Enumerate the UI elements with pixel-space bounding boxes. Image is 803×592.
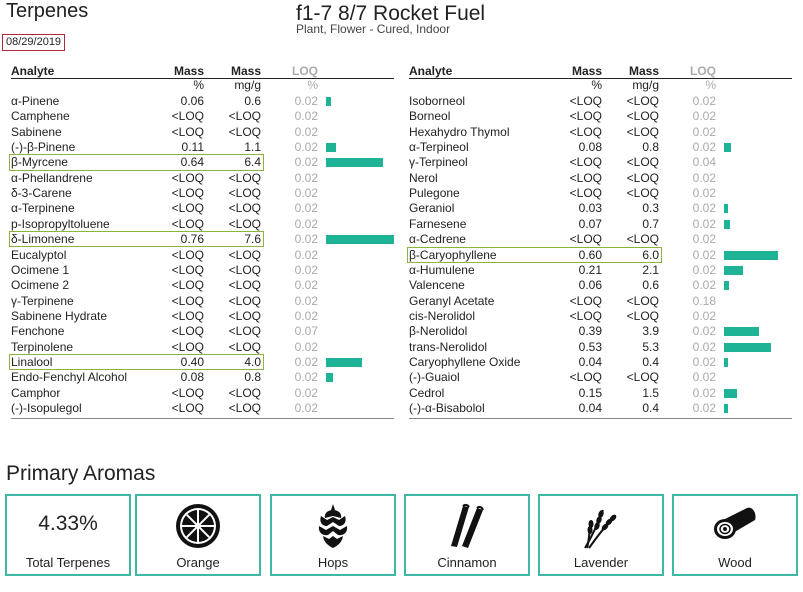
loq-value: 0.02 (692, 201, 716, 216)
loq-value: 0.02 (294, 354, 318, 369)
loq-value: 0.02 (294, 293, 318, 308)
terpene-bar (724, 266, 743, 275)
analyte-name: (-)-α-Bisabolol (409, 401, 485, 415)
loq-value: 0.02 (294, 401, 318, 415)
analyte-name: α-Phellandrene (11, 170, 93, 185)
loq-value: 0.04 (692, 155, 716, 170)
analyte-name: Ocimene 1 (11, 262, 70, 277)
mass-mgg: 6.0 (642, 247, 659, 262)
analyte-name: Cedrol (409, 385, 445, 400)
mass-mgg: <LOQ (228, 247, 261, 262)
mass-mgg: <LOQ (626, 186, 659, 201)
mass-pct: <LOQ (569, 109, 602, 124)
column-header-analyte: Analyte (409, 64, 453, 78)
analyte-name: (-)-Guaiol (409, 370, 460, 385)
unit-mgg: mg/g (632, 78, 659, 92)
mass-pct: 0.07 (578, 216, 602, 231)
mass-pct: 0.08 (180, 370, 204, 385)
mass-mgg: <LOQ (228, 186, 261, 201)
mass-mgg: <LOQ (228, 124, 261, 139)
mass-mgg: 0.4 (642, 401, 659, 415)
aroma-label-orange: Orange (176, 555, 220, 570)
hops-icon (309, 502, 357, 550)
mass-mgg: 0.3 (642, 201, 659, 216)
analyte-name: β-Myrcene (11, 155, 68, 170)
analyte-name: Terpinolene (11, 339, 74, 354)
analyte-name: Pulegone (409, 186, 460, 201)
aroma-card-orange (135, 494, 261, 576)
analyte-name: p-Isopropyltoluene (11, 216, 110, 231)
analyte-name: Camphene (11, 109, 70, 124)
mass-mgg: 1.1 (244, 140, 261, 155)
mass-mgg: 0.7 (642, 216, 659, 231)
mass-pct: 0.64 (180, 155, 204, 170)
mass-pct: 0.15 (578, 385, 602, 400)
mass-mgg: <LOQ (626, 109, 659, 124)
terpene-table-left (11, 64, 394, 424)
loq-value: 0.02 (294, 155, 318, 170)
loq-value: 0.02 (692, 140, 716, 155)
analyte-name: Eucalyptol (11, 247, 67, 262)
mass-pct: <LOQ (171, 385, 204, 400)
loq-value: 0.02 (294, 278, 318, 293)
mass-pct: <LOQ (171, 201, 204, 216)
mass-mgg: 3.9 (642, 324, 659, 339)
analyte-name: (-)-Isopulegol (11, 401, 82, 415)
loq-value: 0.02 (692, 247, 716, 262)
mass-mgg: <LOQ (228, 293, 261, 308)
aromas-title: Primary Aromas (6, 462, 156, 485)
terpene-bar (326, 158, 383, 167)
mass-pct: <LOQ (569, 186, 602, 201)
analyte-name: Ocimene 2 (11, 278, 70, 293)
analyte-name: Isoborneol (409, 94, 466, 108)
loq-value: 0.02 (692, 109, 716, 124)
analyte-name: Caryophyllene Oxide (409, 354, 521, 369)
analyte-name: δ-Limonene (11, 232, 75, 247)
loq-value: 0.02 (294, 201, 318, 216)
mass-pct: 0.08 (578, 140, 602, 155)
loq-value: 0.02 (294, 247, 318, 262)
analyte-name: Valencene (409, 278, 465, 293)
analyte-name: Fenchone (11, 324, 65, 339)
mass-pct: 0.06 (180, 94, 204, 108)
table-bottom-rule (11, 418, 394, 419)
cinnamon-sticks-icon (443, 502, 491, 550)
loq-value: 0.02 (294, 109, 318, 124)
mass-pct: 0.04 (578, 354, 602, 369)
terpene-bar (724, 404, 728, 413)
analyte-name: α-Cedrene (409, 232, 466, 247)
analyte-name: α-Pinene (11, 94, 60, 108)
product-subtitle: Plant, Flower - Cured, Indoor (296, 22, 451, 36)
mass-pct: <LOQ (171, 216, 204, 231)
terpene-bar (326, 373, 333, 382)
analyte-name: Camphor (11, 385, 61, 400)
analyte-name: cis-Nerolidol (409, 308, 476, 323)
mass-pct: <LOQ (171, 293, 204, 308)
mass-mgg: <LOQ (228, 170, 261, 185)
mass-mgg: <LOQ (228, 216, 261, 231)
analyte-name: (-)-β-Pinene (11, 140, 76, 155)
analyte-name: Farnesene (409, 216, 467, 231)
terpene-bar (724, 204, 728, 213)
mass-pct: 0.04 (578, 401, 602, 415)
mass-mgg: <LOQ (626, 370, 659, 385)
mass-mgg: 0.8 (244, 370, 261, 385)
loq-value: 0.02 (692, 262, 716, 277)
loq-value: 0.18 (692, 293, 716, 308)
mass-mgg: <LOQ (626, 170, 659, 185)
mass-pct: 0.53 (578, 339, 602, 354)
loq-value: 0.02 (294, 186, 318, 201)
total-terpenes-label: Total Terpenes (25, 555, 111, 570)
loq-value: 0.02 (692, 339, 716, 354)
mass-mgg: <LOQ (228, 201, 261, 216)
loq-value: 0.02 (294, 385, 318, 400)
terpene-bar (326, 97, 331, 106)
analyte-name: δ-3-Carene (11, 186, 72, 201)
loq-value: 0.02 (294, 232, 318, 247)
mass-pct: <LOQ (171, 278, 204, 293)
mass-mgg: <LOQ (626, 293, 659, 308)
analyte-name: Sabinene (11, 124, 62, 139)
terpene-bar (326, 235, 394, 244)
mass-pct: <LOQ (569, 293, 602, 308)
analyte-name: γ-Terpinene (11, 293, 74, 308)
mass-mgg: <LOQ (626, 94, 659, 108)
mass-pct: 0.11 (181, 140, 204, 155)
mass-mgg: 1.5 (642, 385, 659, 400)
aroma-label-hops: Hops (317, 555, 349, 570)
loq-value: 0.02 (692, 232, 716, 247)
mass-pct: 0.39 (578, 324, 602, 339)
mass-pct: <LOQ (171, 324, 204, 339)
loq-value: 0.02 (294, 216, 318, 231)
mass-pct: <LOQ (171, 109, 204, 124)
mass-pct: 0.60 (578, 247, 602, 262)
aroma-card-cinnamon (404, 494, 530, 576)
loq-value: 0.02 (294, 339, 318, 354)
column-header-analyte: Analyte (11, 64, 55, 78)
terpene-bar (724, 143, 731, 152)
loq-value: 0.02 (692, 370, 716, 385)
mass-mgg: 0.6 (244, 94, 261, 108)
mass-pct: <LOQ (171, 339, 204, 354)
analyte-name: γ-Terpineol (409, 155, 468, 170)
analyte-name: Sabinene Hydrate (11, 308, 108, 323)
mass-pct: <LOQ (569, 94, 602, 108)
aroma-label-lavender: Lavender (573, 555, 629, 570)
loq-value: 0.02 (294, 94, 318, 108)
analyte-name: α-Terpinene (11, 201, 75, 216)
mass-mgg: <LOQ (228, 262, 261, 277)
loq-value: 0.02 (692, 278, 716, 293)
mass-pct: 0.03 (578, 201, 602, 216)
mass-mgg: 5.3 (642, 339, 659, 354)
mass-mgg: 0.6 (642, 278, 659, 293)
mass-mgg: <LOQ (228, 385, 261, 400)
terpene-bar (724, 343, 771, 352)
wood-log-icon (711, 502, 759, 550)
mass-pct: 0.40 (180, 354, 204, 369)
mass-pct: 0.21 (578, 262, 602, 277)
mass-mgg: <LOQ (626, 155, 659, 170)
analyte-name: Endo-Fenchyl Alcohol (11, 370, 128, 385)
terpene-bar (326, 143, 336, 152)
mass-pct: <LOQ (569, 308, 602, 323)
section-title: Terpenes (6, 0, 89, 22)
column-header-loq: LOQ (292, 64, 318, 78)
mass-pct: <LOQ (171, 170, 204, 185)
terpene-bar (724, 220, 730, 229)
lavender-icon (577, 502, 625, 550)
column-header-mass-mgg: Mass (230, 64, 261, 78)
analyte-name: α-Humulene (409, 262, 475, 277)
mass-pct: <LOQ (569, 124, 602, 139)
mass-mgg: <LOQ (228, 324, 261, 339)
loq-value: 0.02 (692, 170, 716, 185)
column-header-loq: LOQ (690, 64, 716, 78)
loq-value: 0.02 (294, 170, 318, 185)
loq-value: 0.02 (692, 216, 716, 231)
analyte-name: Geraniol (409, 201, 455, 216)
terpene-bar (724, 251, 778, 260)
mass-mgg: <LOQ (228, 401, 261, 415)
mass-mgg: <LOQ (228, 109, 261, 124)
orange-slice-icon (174, 502, 222, 550)
terpene-bar (724, 327, 759, 336)
unit-pct: % (193, 78, 204, 92)
loq-value: 0.07 (294, 324, 318, 339)
mass-mgg: 2.1 (642, 262, 659, 277)
terpene-table-right (409, 64, 792, 424)
mass-pct: 0.76 (180, 232, 204, 247)
unit-loq: % (705, 78, 716, 92)
mass-pct: <LOQ (171, 308, 204, 323)
unit-pct: % (591, 78, 602, 92)
analyte-name: Geranyl Acetate (409, 293, 495, 308)
analyte-name: β-Nerolidol (409, 324, 468, 339)
loq-value: 0.02 (692, 308, 716, 323)
loq-value: 0.02 (692, 94, 716, 108)
mass-mgg: 0.4 (642, 354, 659, 369)
table-bottom-rule (409, 418, 792, 419)
loq-value: 0.02 (294, 124, 318, 139)
analyte-name: β-Caryophyllene (409, 247, 497, 262)
mass-mgg: 6.4 (244, 155, 261, 170)
loq-value: 0.02 (692, 385, 716, 400)
aroma-label-wood: Wood (718, 555, 752, 570)
terpene-bar (724, 358, 728, 367)
mass-pct: <LOQ (171, 186, 204, 201)
mass-pct: <LOQ (569, 155, 602, 170)
terpene-bar (724, 281, 729, 290)
total-terpenes-card (5, 494, 131, 576)
column-header-mass-mgg: Mass (628, 64, 659, 78)
loq-value: 0.02 (692, 324, 716, 339)
loq-value: 0.02 (294, 370, 318, 385)
loq-value: 0.02 (692, 124, 716, 139)
terpene-bar (724, 389, 737, 398)
mass-mgg: <LOQ (626, 308, 659, 323)
analyte-name: Hexahydro Thymol (409, 124, 510, 139)
product-title: f1-7 8/7 Rocket Fuel (296, 2, 486, 25)
unit-loq: % (307, 78, 318, 92)
loq-value: 0.02 (692, 401, 716, 415)
mass-pct: <LOQ (171, 262, 204, 277)
mass-pct: <LOQ (171, 247, 204, 262)
mass-mgg: 4.0 (244, 354, 261, 369)
column-header-mass-pct: Mass (173, 64, 204, 78)
loq-value: 0.02 (294, 140, 318, 155)
mass-pct: <LOQ (569, 232, 602, 247)
mass-pct: <LOQ (171, 124, 204, 139)
mass-pct: <LOQ (569, 170, 602, 185)
loq-value: 0.02 (294, 308, 318, 323)
loq-value: 0.02 (692, 186, 716, 201)
mass-mgg: <LOQ (228, 308, 261, 323)
mass-pct: <LOQ (569, 370, 602, 385)
mass-pct: 0.06 (578, 278, 602, 293)
date-badge: 08/29/2019 (2, 34, 65, 51)
analyte-name: Borneol (409, 109, 451, 124)
mass-mgg: <LOQ (626, 232, 659, 247)
mass-mgg: <LOQ (228, 278, 261, 293)
aroma-card-hops (270, 494, 396, 576)
mass-pct: <LOQ (171, 401, 204, 415)
analyte-name: Nerol (409, 170, 438, 185)
mass-mgg: 0.8 (642, 140, 659, 155)
total-terpenes-value: 4.33% (38, 512, 98, 535)
mass-mgg: 7.6 (244, 232, 261, 247)
analyte-name: α-Terpineol (409, 140, 469, 155)
loq-value: 0.02 (692, 354, 716, 369)
column-header-mass-pct: Mass (571, 64, 602, 78)
mass-mgg: <LOQ (626, 124, 659, 139)
analyte-name: trans-Nerolidol (409, 339, 488, 354)
loq-value: 0.02 (294, 262, 318, 277)
unit-mgg: mg/g (234, 78, 261, 92)
aroma-card-lavender (538, 494, 664, 576)
aroma-label-cinnamon: Cinnamon (437, 555, 497, 570)
aroma-card-wood (672, 494, 798, 576)
terpene-bar (326, 358, 362, 367)
analyte-name: Linalool (11, 354, 53, 369)
mass-mgg: <LOQ (228, 339, 261, 354)
